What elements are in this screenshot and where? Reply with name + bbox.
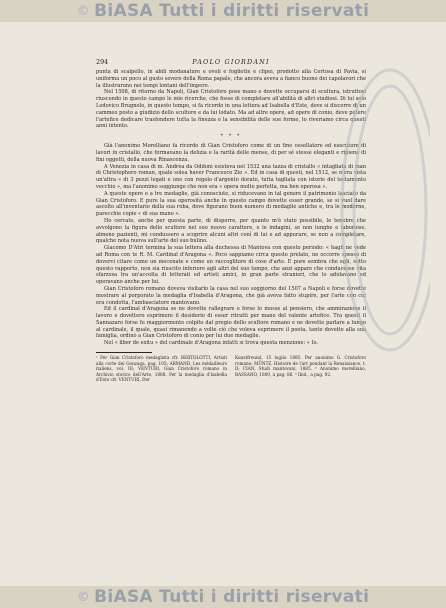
paragraph-6: Ho cercato, anche per questa parte, di disporre, per quanto m'è stato possibile, le tenebre che avvolgono la figura dello scultore nel suo nuovo carattere, e le indagini, se non lunghe e laboriose, almeno pazienti, mi condussero a scoprire alcuni altri conî di lui e ad appurare, se non a completare, qualche nota nuova sull'arte del suo bulino. bbox=[96, 217, 366, 245]
paragraph-9: Ed il cardinal d'Aragona se ne dovette rallegrare e forse lo mosse al pensiero, che ammirazione il lavoro e dovettero esprimere il desiderio di esser ritratti per mano del valente artefice. Tra questi il Sannazaro forse fu maggiormente colpito dal pregio dello scultore romano e ne dovette parlare a lungo al cardinale, il quale, quasi rimanendo a volte ciò che voleva esprimere il poeta, tanto dovette alla sua famiglia, ordinò a Gian Cristoforo di conio per lui due medaglie. bbox=[96, 306, 366, 340]
paragraph-10: Nel « liber de exitu » del cardinale d'Aragona infatti si trova questa menzione: « Io. bbox=[104, 340, 319, 347]
watermark-banner-bottom bbox=[0, 586, 446, 608]
page-header bbox=[96, 58, 366, 66]
paragraph-2: Nel 1508, di ritorno da Napoli, Gian Cristoforo pose mano e dovette occuparsi di scultura, istruttosi riuscendo in questo campo le mie ricerche, che fosse di completare all'abilità di altri studiosi. Di lui solo Lodovico Brugnolo, in questo tempo, si fa ricordo in una lettera ad Isabella d'Este, dove si discorre di un cammeo posto a giudizio dello scultore e da lui lodato. Ma ad altre opere, ad opere di conio, deve potere l'artefice dedicare trasfondere tutta la finezza e la sensibilità delle sue forme, lo riveriamo circa questi anni intento. bbox=[96, 89, 366, 130]
biasa-logo-icon-bottom: © bbox=[76, 589, 91, 605]
footnote-column-left: ¹ Per Gian Cristoforo medaglista cfr. BERTOLOTTI, Artisti alla corte dei Gonzaga, pag. 105; ARMAND, Les médailleurs italiens, vol. III; VENTURI, Gian Cristoforo romano in Archivio storico dell'Arte, 1888. Per la medaglia d'Isabella d'Este cfr. VENTURI, Der bbox=[96, 355, 227, 383]
watermark-banner-top bbox=[0, 0, 446, 22]
document-page bbox=[96, 58, 366, 570]
footnote-column-right: Kunstfreund, 15 luglio 1885. Per anonimo G. Cristoforo romano: MÜNTZ, Histoire de l'art pendant la Renaissance, t. II; CIAN, Studi mantovani, 1885. ² Anonimo morelliano, BASSANO, 1800, a pag. 86. ³ Ibid., a pag. 92. bbox=[235, 355, 366, 377]
page-number: 294 bbox=[96, 58, 109, 66]
footnotes bbox=[96, 355, 366, 383]
paragraph-3: Già l'anonimo Morelliano fa ricordo di Gian Cristoforo come di un fine cesellatore ed esecutore di lavori in cristallo, che formavano la delizia e la rarità delle mense, di per sé stesse eleganti e ripiene di fini oggetti, della nuova Rinascenza. bbox=[96, 143, 366, 163]
running-title: PAOLO GIORDANI bbox=[192, 58, 270, 66]
biasa-logo-icon: © bbox=[76, 3, 91, 19]
footnote-rule bbox=[96, 352, 152, 353]
paragraph-8: Gian Cristoforo romano doveva visitarlo la casa nel suo soggiorno del 1507 a Napoli e forse dovette mostrare al porporato la medaglia d'Isabella d'Aragona, che già aveva fatto stupire, per l'arte con cui era condotta, l'ambasciatore mantovano. bbox=[96, 285, 366, 306]
paragraph-4: A Venezia in casa di m. Andrea da Oddoni esisteva nel 1532 una tazza di cristallo « intagliata di man di Christophoro roman, quale solea haver Francesco Zio ». Ed in casa di questi, nel 1512, se n'era vista un'altra « di 3 pezzi legati e uno con regolo d'argento dorato, tutta tagliata con istorie del testamento vecchio », ma l'anonimo soggiunge che non era « opera molto perfetta, ma ben operosa ». bbox=[96, 163, 366, 190]
paragraph-5: A queste opere e a tre medaglie, già conosciute, si riducevano in tal genere il patrimonio lasciato da Gian Cristoforo. E pure la sua operosità anche in questo campo dovette esser grande, se si vuol dare ascolto all'inventario della sua roba, dove figurano buon numero di medaglie antiche e, tra le moderne, parecchie copie « di sua mano ». bbox=[96, 190, 366, 218]
watermark-text-top: BiASA Tutti i diritti riservati bbox=[94, 1, 370, 21]
watermark-text-bottom: BiASA Tutti i diritti riservati bbox=[94, 587, 370, 607]
paragraph-7: Giacomo D'Atri termina la sua lettera alla duchessa di Mantova con questo periodo: « hagli ne vede ad Roma con te R. M. Cardinal d'Aragona ». Poco sappiamo circa questo prelato, ne occorre spesso di dovervi citare come un mecenate e come un raccoglitore di cose d'arte. E pure sembra che egli, sotto questo rapporto, non sia riuscito inferiore agli altri del suo tempo, che anzi appare che conducesse vita sfarzosa tra un'accolta di letterati ed artisti amici, in gran parte stranieri, che lo adulavano ed operavano anche per lui. bbox=[96, 245, 366, 286]
paragraph-1: punta di scalpello, in abili modanature e ovoli e fogliette e clipei, prodotto alla Certosa di Pavia, si uniforma un poco al gusto severo della Roma papale, che ancora aveva a fianco buono dei capolavori che la illustrarono nei tempi lontani dell'impero. bbox=[96, 69, 366, 89]
section-separator: * * * bbox=[220, 133, 242, 140]
